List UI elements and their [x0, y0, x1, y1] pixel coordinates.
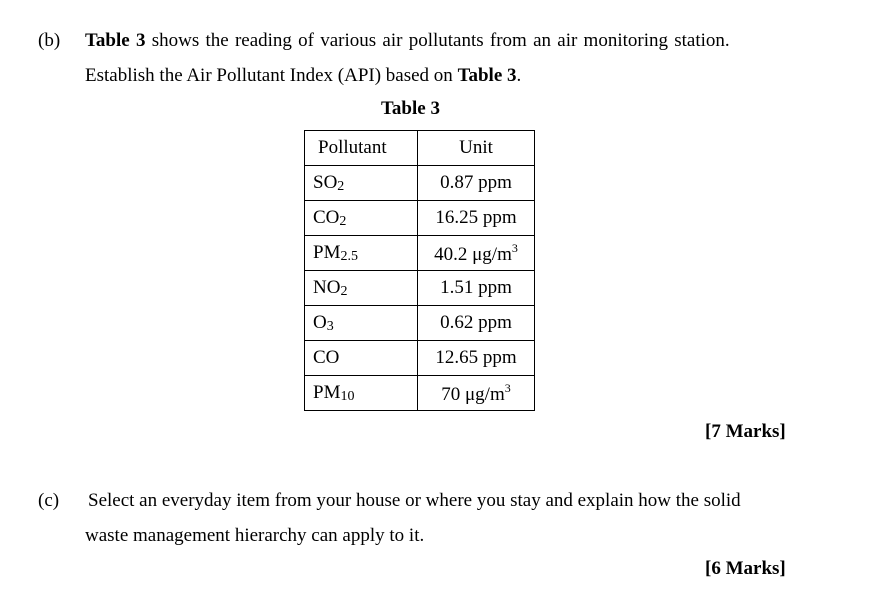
table-header-row [305, 131, 535, 166]
value-cell [418, 236, 535, 271]
reading-value: 0.62 ppm [440, 312, 512, 333]
value-cell [418, 201, 535, 236]
unit-superscript: 3 [511, 240, 518, 255]
unit-superscript: 3 [504, 380, 511, 395]
table-row [305, 376, 535, 411]
pollutant-cell [305, 236, 418, 271]
value-cell [418, 271, 535, 306]
pollutant-subscript: 2 [339, 213, 347, 229]
pollutant-cell [305, 271, 418, 306]
question-c-line-2: waste management hierarchy can apply to it. [85, 525, 425, 546]
header-unit: Unit [418, 131, 535, 166]
pollutant-subscript: 2 [337, 178, 345, 194]
pollutant-cell [305, 341, 418, 376]
pollutant-table [304, 130, 535, 411]
pollutant-cell [305, 376, 418, 411]
table-row [305, 271, 535, 306]
pollutant-name: NO [313, 276, 341, 298]
pollutant-name: SO [313, 171, 338, 193]
question-b-line-2-end: . [516, 65, 522, 86]
pollutant-subscript: 2.5 [340, 248, 358, 264]
question-c-line-1: Select an everyday item from your house or where you stay and explain how the solid [88, 490, 741, 511]
table-row [305, 306, 535, 341]
reading-value: 16.25 ppm [435, 207, 517, 228]
question-b-label: (b) [38, 30, 61, 51]
pollutant-name: CO [313, 206, 340, 228]
question-b-marks: [7 Marks] [705, 421, 786, 442]
question-c-label: (c) [38, 490, 60, 511]
question-b-line-1 [85, 30, 730, 52]
header-pollutant: Pollutant [305, 131, 418, 166]
table-row [305, 166, 535, 201]
pollutant-cell [305, 166, 418, 201]
value-cell [418, 306, 535, 341]
table-body [305, 166, 535, 411]
pollutant-subscript: 2 [340, 283, 348, 299]
value-cell [418, 166, 535, 201]
question-b-line-2 [85, 65, 521, 87]
table-reference: Table 3 [85, 30, 146, 51]
table-row [305, 236, 535, 271]
reading-value: 12.65 ppm [435, 347, 517, 368]
reading-value: 0.87 ppm [440, 172, 512, 193]
value-cell [418, 376, 535, 411]
reading-value: 1.51 ppm [440, 277, 512, 298]
pollutant-name: CO [313, 347, 340, 368]
table-row [305, 341, 535, 376]
value-cell [418, 341, 535, 376]
question-b-line-2-text: Establish the Air Pollutant Index (API) based on [85, 65, 458, 86]
pollutant-name: PM [313, 381, 341, 403]
pollutant-name: O [313, 311, 327, 333]
pollutant-name: PM [313, 241, 341, 263]
pollutant-subscript: 3 [326, 318, 334, 334]
table-reference-2: Table 3 [457, 65, 517, 86]
question-b-line-1-text: shows the reading of various air pollutants from an air monitoring station. [145, 30, 730, 51]
reading-value: 40.2 μg/m [434, 243, 512, 265]
pollutant-cell [305, 201, 418, 236]
table-caption: Table 3 [381, 98, 440, 119]
reading-value: 70 μg/m [441, 383, 505, 405]
pollutant-cell [305, 306, 418, 341]
table-row [305, 201, 535, 236]
question-c-marks: [6 Marks] [705, 558, 786, 579]
pollutant-subscript: 10 [340, 388, 355, 404]
